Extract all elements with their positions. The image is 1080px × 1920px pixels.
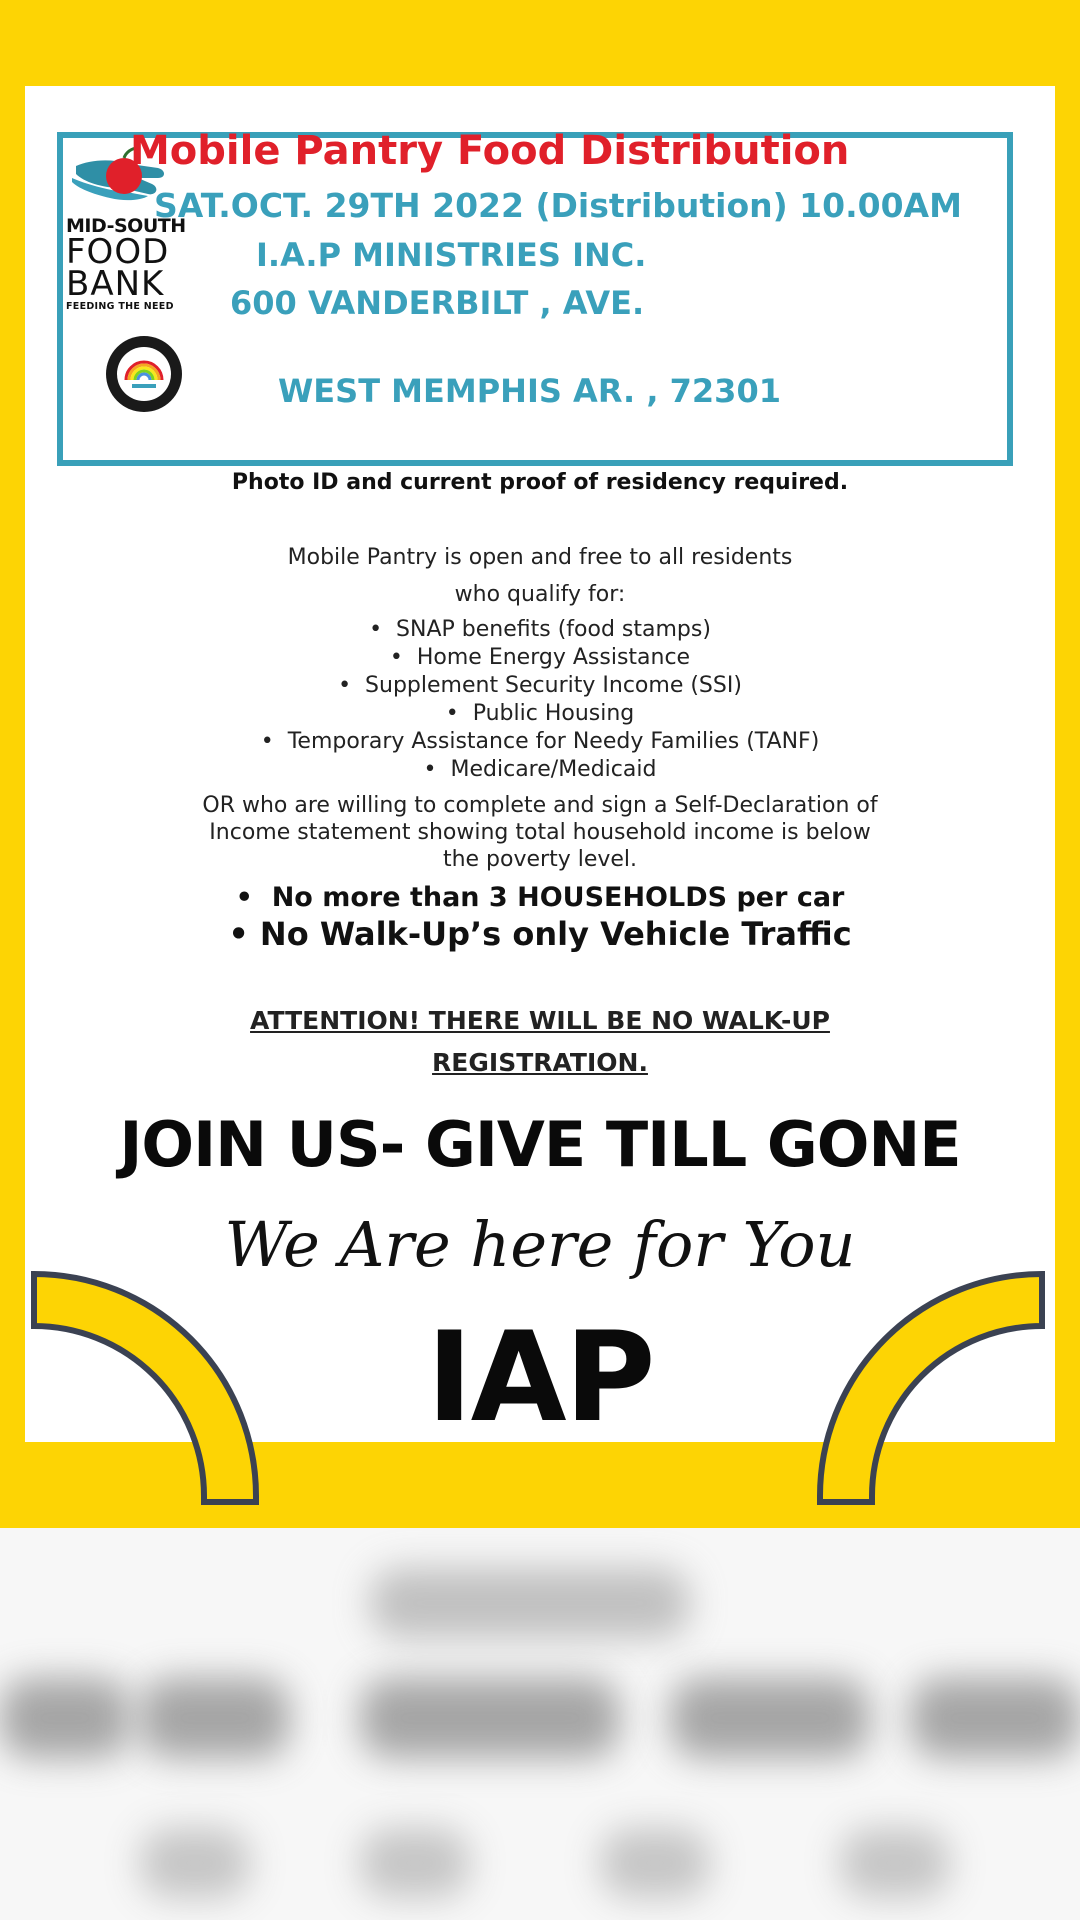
join-us-headline: JOIN US- GIVE TILL GONE — [119, 1108, 961, 1181]
logo-tagline: FEEDING THE NEED — [66, 301, 174, 312]
blurred-block — [670, 1678, 870, 1758]
blurred-block — [370, 1568, 690, 1638]
self-declaration-line-2: Income statement showing total household income is below — [209, 820, 871, 845]
blurred-block — [600, 1828, 710, 1898]
blurred-block — [140, 1678, 290, 1758]
self-declaration-line-3: the poverty level. — [442, 847, 638, 872]
blurred-block — [840, 1828, 950, 1898]
photo-id-requirement: Photo ID and current proof of residency required. — [231, 470, 849, 495]
intro-line-2: who qualify for: — [454, 582, 626, 607]
event-date: SAT.OCT. 29TH 2022 (Distribution) 10.00AM — [154, 186, 962, 225]
attention-line-2: REGISTRATION. — [432, 1048, 648, 1077]
blurred-block — [360, 1678, 620, 1758]
intro-line-1: Mobile Pantry is open and free to all residents — [287, 545, 793, 570]
list-item: • Public Housing — [445, 701, 635, 726]
list-item: • Medicare/Medicaid — [423, 757, 657, 782]
iap-ministries-seal-icon — [104, 334, 184, 414]
blurred-footer-area — [0, 1528, 1080, 1920]
organization-name: I.A.P MINISTRIES INC. — [256, 236, 647, 274]
logo-line1: MID-SOUTH — [66, 215, 186, 237]
iap-wordmark: IAP — [426, 1306, 654, 1450]
here-for-you-script: We Are here for You — [224, 1208, 856, 1281]
blurred-block — [360, 1828, 470, 1898]
blurred-block — [140, 1828, 250, 1898]
city-state-zip: WEST MEMPHIS AR. , 72301 — [278, 372, 781, 410]
logo-line2: FOOD — [66, 232, 170, 272]
qualify-list — [0, 616, 1080, 784]
self-declaration-line-1: OR who are willing to complete and sign a Self-Declaration of — [202, 793, 878, 818]
blurred-block — [0, 1678, 130, 1758]
street-address: 600 VANDERBILT , AVE. — [230, 284, 645, 322]
households-rule: • No more than 3 HOUSEHOLDS per car — [235, 882, 845, 913]
food-bank-logo-text — [66, 216, 196, 314]
list-item: • Home Energy Assistance — [389, 645, 691, 670]
list-item: • Supplement Security Income (SSI) — [338, 673, 742, 698]
blurred-block — [910, 1678, 1080, 1758]
logo-line3: BANK — [66, 264, 165, 304]
vehicle-only-rule: • No Walk-Up’s only Vehicle Traffic — [228, 915, 852, 953]
flyer-title: Mobile Pantry Food Distribution — [130, 128, 850, 174]
attention-notice — [0, 1000, 1080, 1084]
attention-line-1: ATTENTION! THERE WILL BE NO WALK-UP — [250, 1006, 830, 1035]
list-item: • SNAP benefits (food stamps) — [369, 617, 711, 642]
list-item: • Temporary Assistance for Needy Families (TANF) — [260, 729, 820, 754]
